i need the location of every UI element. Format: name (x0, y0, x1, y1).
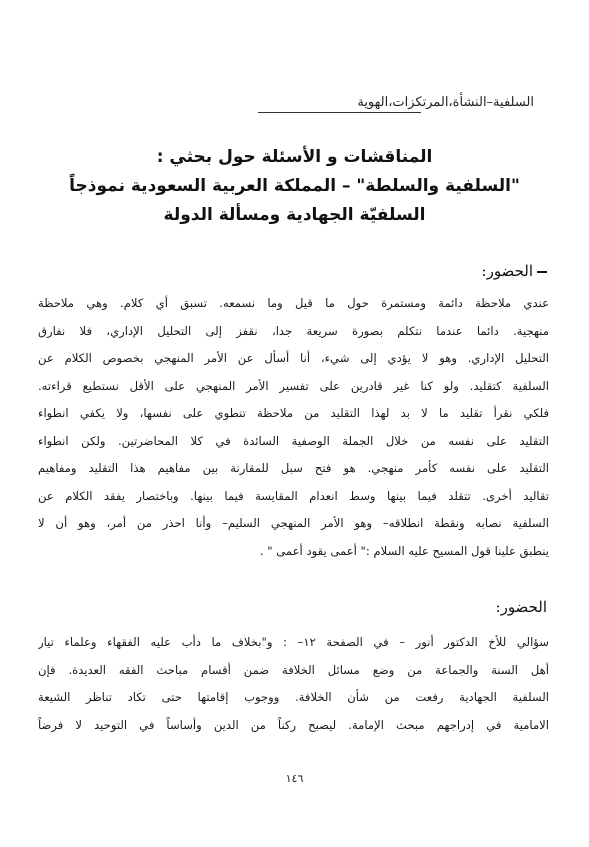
paragraph-line: عندي ملاحظة دائمة ومستمرة حول ما قيل وما نسمعه. تسبق أي كلام. وهي ملاحظة (38, 296, 549, 310)
section-heading-audience-1 (482, 262, 547, 280)
title-line-3: السلفيّة الجهادية ومسألة الدولة (163, 205, 426, 225)
title-line-2: "السلفية والسلطة" – المملكة العربية السعودية نموذجاً (69, 176, 520, 196)
header-rule (258, 112, 421, 113)
section-heading-audience-2 (496, 598, 547, 616)
running-header: السلفية–النشأة،المرتكزات،الهوية (357, 95, 534, 110)
paragraph-line: منهجية. دائما عندما نتكلم بصورة سريعة جدا، نقفز إلى التحليل الإداري، فلا نفارق (38, 323, 549, 338)
paragraph-line: التقليد على نفسه كأمر منهجي. هو فتح سبل للمقارنة بين مفاهيم هذا التقليد ومفاهيم (38, 461, 549, 475)
section-heading-label: الحضور: (481, 262, 533, 280)
paragraph-line: ينطبق علينا قول المسيح عليه السلام :" أعمى يقود أعمى " . (259, 543, 549, 558)
chapter-title (40, 143, 549, 230)
page-number: ١٤٦ (285, 772, 304, 785)
heading-dash-mark (537, 271, 547, 273)
paragraph-line: التحليل الإداري. وهو لا يؤدي إلى شيء، أنا أسأل عن الأمر المنهجي بخصوص الكلام عن (38, 351, 549, 365)
paragraph-audience-comment (38, 290, 549, 565)
paragraph-line: أهل السنة والجماعة من وضع مسائل الخلافة ضمن أقسام مباحث الفقه العديدة. فإن (38, 662, 549, 677)
paragraph-line: سؤالي للأخ الدكتور أنور – في الصفحة ١٢– : و"بخلاف ما دأب عليه الفقهاء وعلماء تيار (38, 635, 549, 649)
paragraph-line: تقاليد أخرى. تتقلد فيما بينها وسط انعدام المقايسة فيما بينها. وباختصار يفقد الكلام عن (38, 488, 549, 503)
paragraph-line: فلكي نقرأ تقليد ما لا بد لهذا التقليد من ملاحظة تنطوي على نفسها، ولا يكفي انطواء (38, 406, 549, 420)
paragraph-line: السلفية الجهادية رفعت من شأن الخلافة. ووجوب إقامتها حتى تكاد تناظر الشيعة (38, 690, 549, 704)
paragraph-line: السلفية كتقليد. ولو كنا غير قادرين على تفسير الأمر المنهجي على الأقل نستطيع قراءته. (38, 378, 549, 393)
paragraph-audience-question (38, 629, 549, 739)
section-heading-label: الحضور: (495, 598, 547, 616)
paragraph-line: التقليد على نفسه من خلال الجملة الوصفية السائدة في كلا المحاضرتين. ولكن انطواء (38, 433, 549, 448)
paragraph-line: السلفية نصابه ونقطة انطلاقه– وهو الأمر المنهجي السليم– وأنا احذر من أمر، وهو أن لا (38, 516, 549, 530)
paragraph-line: الامامية في إدراجهم مبحث الإمامة. ليصبح ركناً من الدين وأساساً في التوحيد لا فرضاً (38, 717, 549, 732)
title-line-1: المناقشات و الأسئلة حول بحثي : (156, 147, 433, 167)
